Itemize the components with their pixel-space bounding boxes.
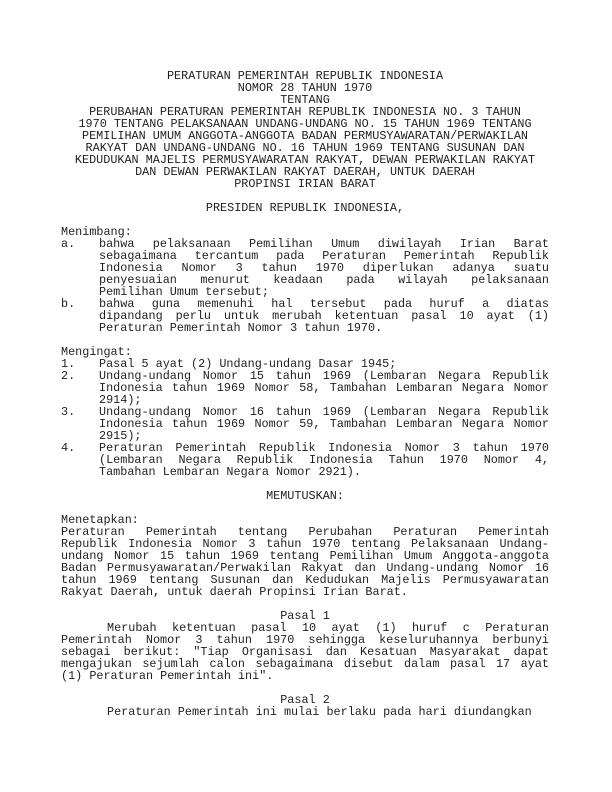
- item-text: Undang-undang Nomor 15 tahun 1969 (Lembaran Negara Republik Indonesia tahun 1969 Nomor 58, Tambahan Lembaran Negara Nomor 2914);: [99, 369, 549, 407]
- document-content: [61, 70, 549, 718]
- pasal-2-heading: Pasal 2: [280, 693, 330, 707]
- document-title: PERATURAN PEMERINTAH REPUBLIK INDONESIA NOMOR 28 TAHUN 1970 TENTANG PERUBAHAN PERATURAN PEMERINTAH REPUBLIK INDONESIA NO. 3 TAHUN 1970 TENTANG PELAKSANAAN UNDANG-UNDANG NO. 15 TAHUN 1969 TENTANG PEMILIHAN UMUM ANGGOTA-ANGGOTA BADAN PERMUSYAWARATAN/PERWAKILAN RAKYAT DAN UNDANG-UNDANG NO. 16 TAHUN 1969 TENTANG SUSUNAN DAN KEDUDUKAN MAJELIS PERMUSYAWARATAN RAKYAT, DEWAN PERWAKILAN RAKYAT DAN DEWAN PERWAKILAN RAKYAT DAERAH, UNTUK DAERAH PROPINSI IRIAN BARAT: [74, 69, 536, 191]
- spacer: [61, 334, 549, 346]
- item-marker: b.: [61, 297, 76, 311]
- mengingat-item-2: [61, 370, 549, 406]
- menimbang-item-a: [61, 238, 549, 298]
- mengingat-label: Mengingat:: [61, 345, 132, 359]
- memutuskan-heading: MEMUTUSKAN:: [266, 489, 344, 503]
- item-text: Pasal 5 ayat (2) Undang-undang Dasar 1945;: [99, 357, 397, 371]
- menimbang-item-b: [61, 298, 549, 334]
- pasal-2-paragraph: Peraturan Pemerintah ini mulai berlaku pada hari diundangkan: [107, 705, 532, 719]
- item-text: Peraturan Pemerintah Republik Indonesia Nomor 3 tahun 1970 (Lembaran Negara Republik Indonesia Tahun 1970 Nomor 4, Tambahan Lembaran Negara Nomor 2921).: [99, 441, 549, 479]
- pasal-1-paragraph: Merubah ketentuan pasal 10 ayat (1) huruf c Peraturan Pemerintah Nomor 3 tahun 1970 sehingga keseluruhannya berbunyi sebagai berikut: "Tiap Organisasi dan Kesatuan Masyarakat dapat mengajukan sejumlah calon sebagaimana disebut dalam pasal 17 ayat (1) Peraturan Pemerintah ini".: [61, 621, 549, 683]
- item-marker: a.: [61, 237, 76, 251]
- item-marker: 2.: [61, 369, 76, 383]
- item-text: Undang-undang Nomor 16 tahun 1969 (Lembaran Negara Republik Indonesia tahun 1969 Nomor 59, Tambahan Lembaran Negara Nomor 2915);: [99, 405, 549, 443]
- salutation-line: PRESIDEN REPUBLIK INDONESIA,: [205, 201, 405, 215]
- mengingat-item-3: [61, 406, 549, 442]
- menetapkan-paragraph: Peraturan Pemerintah tentang Perubahan Peraturan Pemerintah Republik Indonesia Nomor 3 tahun 1970 tentang Pelaksanaan Undang- undang Nomor 15 tahun 1969 tentang Pemilihan Umum Anggota-anggota Badan Permusyawaratan/Perwakilan Rakyat dan Undang-undang Nomor 16 tahun 1969 tentang Susunan dan Kedudukan Majelis Permusyawaratan Rakyat Daerah, untuk daerah Propinsi Irian Barat.: [61, 525, 549, 599]
- spacer: [61, 214, 549, 226]
- item-marker: 3.: [61, 405, 76, 419]
- menimbang-label: Menimbang:: [61, 225, 132, 239]
- item-text: bahwa guna memenuhi hal tersebut pada huruf a diatas dipandang perlu untuk merubah ketentuan pasal 10 ayat (1) Peraturan Pemerintah Nomor 3 tahun 1970.: [99, 297, 549, 335]
- item-marker: 4.: [61, 441, 76, 455]
- item-marker: 1.: [61, 357, 76, 371]
- mengingat-item-4: [61, 442, 549, 478]
- menetapkan-label: Menetapkan:: [61, 513, 139, 527]
- item-text: bahwa pelaksanaan Pemilihan Umum diwilayah Irian Barat sebagaimana tercantum pada Peraturan Pemerintah Republik Indonesia Nomor 3 tahun 1970 diperlukan adanya suatu penyesuaian menurut keadaan pada wilayah pelaksanaan Pemilihan Umum tersebut;: [99, 237, 549, 299]
- pasal-1-heading: Pasal 1: [280, 609, 330, 623]
